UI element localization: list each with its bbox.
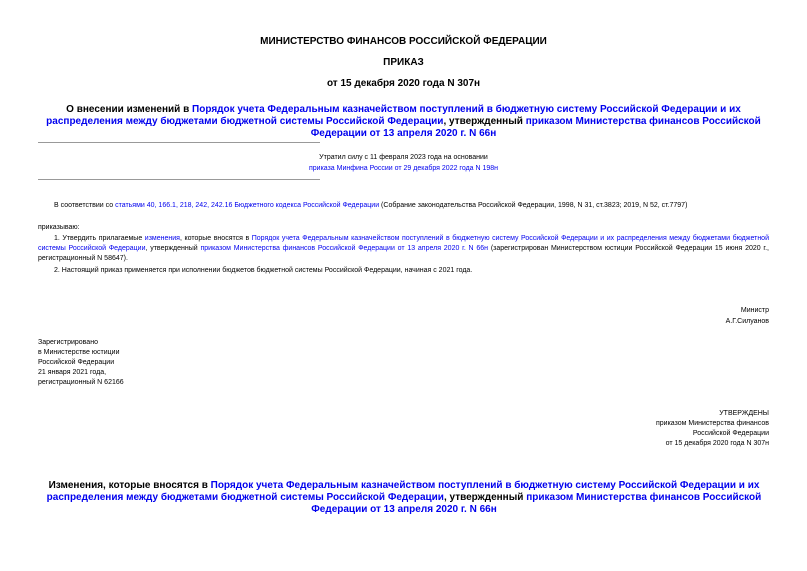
signature-name: А.Г.Силуанов	[725, 318, 769, 325]
p2-link-changes[interactable]: изменения	[144, 235, 180, 242]
notice-link-order-198n[interactable]: приказа Минфина России от 29 декабря 2022 года N 198н	[308, 165, 499, 172]
annex-link-procedure[interactable]: Порядок учета Федеральным казначейством поступлений в бюджетную систему Российской Федерации и их распределения между бюджетами бюджетной системы Российской Федерации	[46, 480, 760, 503]
registration-block	[38, 338, 124, 388]
title-middle: , утвержденный	[443, 116, 526, 127]
order-word: приказываю:	[38, 224, 80, 231]
p2-d: (зарегистрирован Министерством юстиции Российской Федерации 15 июня 2020 г., регистрационный N 58647).	[38, 245, 770, 262]
annex-title-prefix: Изменения, которые вносятся в	[48, 480, 211, 491]
p1-prefix: В соответствии со	[54, 202, 116, 209]
paragraph-application: 2. Настоящий приказ применяется при исполнении бюджетов бюджетной системы Российской Федерации, начиная с 2021 года.	[54, 267, 473, 274]
title-link-procedure[interactable]: Порядок учета Федеральным казначейством поступлений в бюджетную систему Российской Федерации и их распределения между бюджетами бюджетной системы Российской Федерации	[46, 104, 741, 127]
approved-line-2: приказом Министерства финансов	[655, 420, 769, 427]
approved-block	[500, 409, 769, 449]
p1-link-budget-code[interactable]: статьями 40, 166.1, 218, 242, 242.16 Бюджетного кодекса Российской Федерации	[115, 202, 380, 209]
registration-line-1: Зарегистрировано	[38, 339, 98, 346]
p1-suffix: (Собрание законодательства Российской Федерации, 1998, N 31, ст.3823; 2019, N 52, ст.7797)	[379, 202, 688, 209]
approved-line-4: от 15 декабря 2020 года N 307н	[665, 440, 769, 447]
annex-link-order-66n[interactable]: приказом Министерства финансов Российской Федерации от 13 апреля 2020 г. N 66н	[311, 492, 762, 515]
title-link-order-66n[interactable]: приказом Министерства финансов Российской Федерации от 13 апреля 2020 г. N 66н	[310, 116, 761, 139]
ministry-heading: МИНИСТЕРСТВО ФИНАНСОВ РОССИЙСКОЙ ФЕДЕРАЦИИ	[260, 36, 547, 47]
doc-type-heading: ПРИКАЗ	[383, 57, 424, 68]
annex-title-middle: , утвержденный	[443, 492, 527, 503]
registration-line-4: 21 января 2021 года,	[38, 369, 107, 376]
p2-link-order-66n[interactable]: приказом Министерства финансов Российской Федерации от 13 апреля 2020 г. N 66н	[200, 245, 489, 252]
p2-c: , утвержденный	[145, 245, 201, 252]
approved-line-3: Российской Федерации	[692, 430, 769, 437]
registration-line-3: Российской Федерации	[38, 359, 115, 366]
notice-link-wrap	[0, 164, 807, 174]
p2-link-procedure[interactable]: Порядок учета Федеральным казначейством поступлений в бюджетную систему Российской Федерации и их распределения между бюджетами бюджетной системы Российской Федерации	[38, 235, 769, 252]
registration-line-5: регистрационный N 62166	[38, 379, 124, 386]
paragraph-approve	[38, 234, 769, 264]
document-title	[40, 104, 767, 140]
notice-text: Утратил силу с 11 февраля 2023 года на основании	[319, 154, 488, 161]
registration-line-2: в Министерстве юстиции	[38, 349, 120, 356]
annex-title	[34, 480, 774, 516]
doc-date-heading: от 15 декабря 2020 года N 307н	[326, 78, 481, 89]
paragraph-basis	[54, 201, 774, 211]
signature-position: Министр	[740, 307, 769, 314]
notice-top-divider	[38, 142, 320, 143]
title-prefix: О внесении изменений в	[66, 104, 193, 115]
notice-bottom-divider	[38, 179, 320, 180]
p2-b: , которые вносятся в	[179, 235, 252, 242]
approved-line-1: УТВЕРЖДЕНЫ	[719, 410, 769, 417]
p2-a: 1. Утвердить прилагаемые	[54, 235, 145, 242]
